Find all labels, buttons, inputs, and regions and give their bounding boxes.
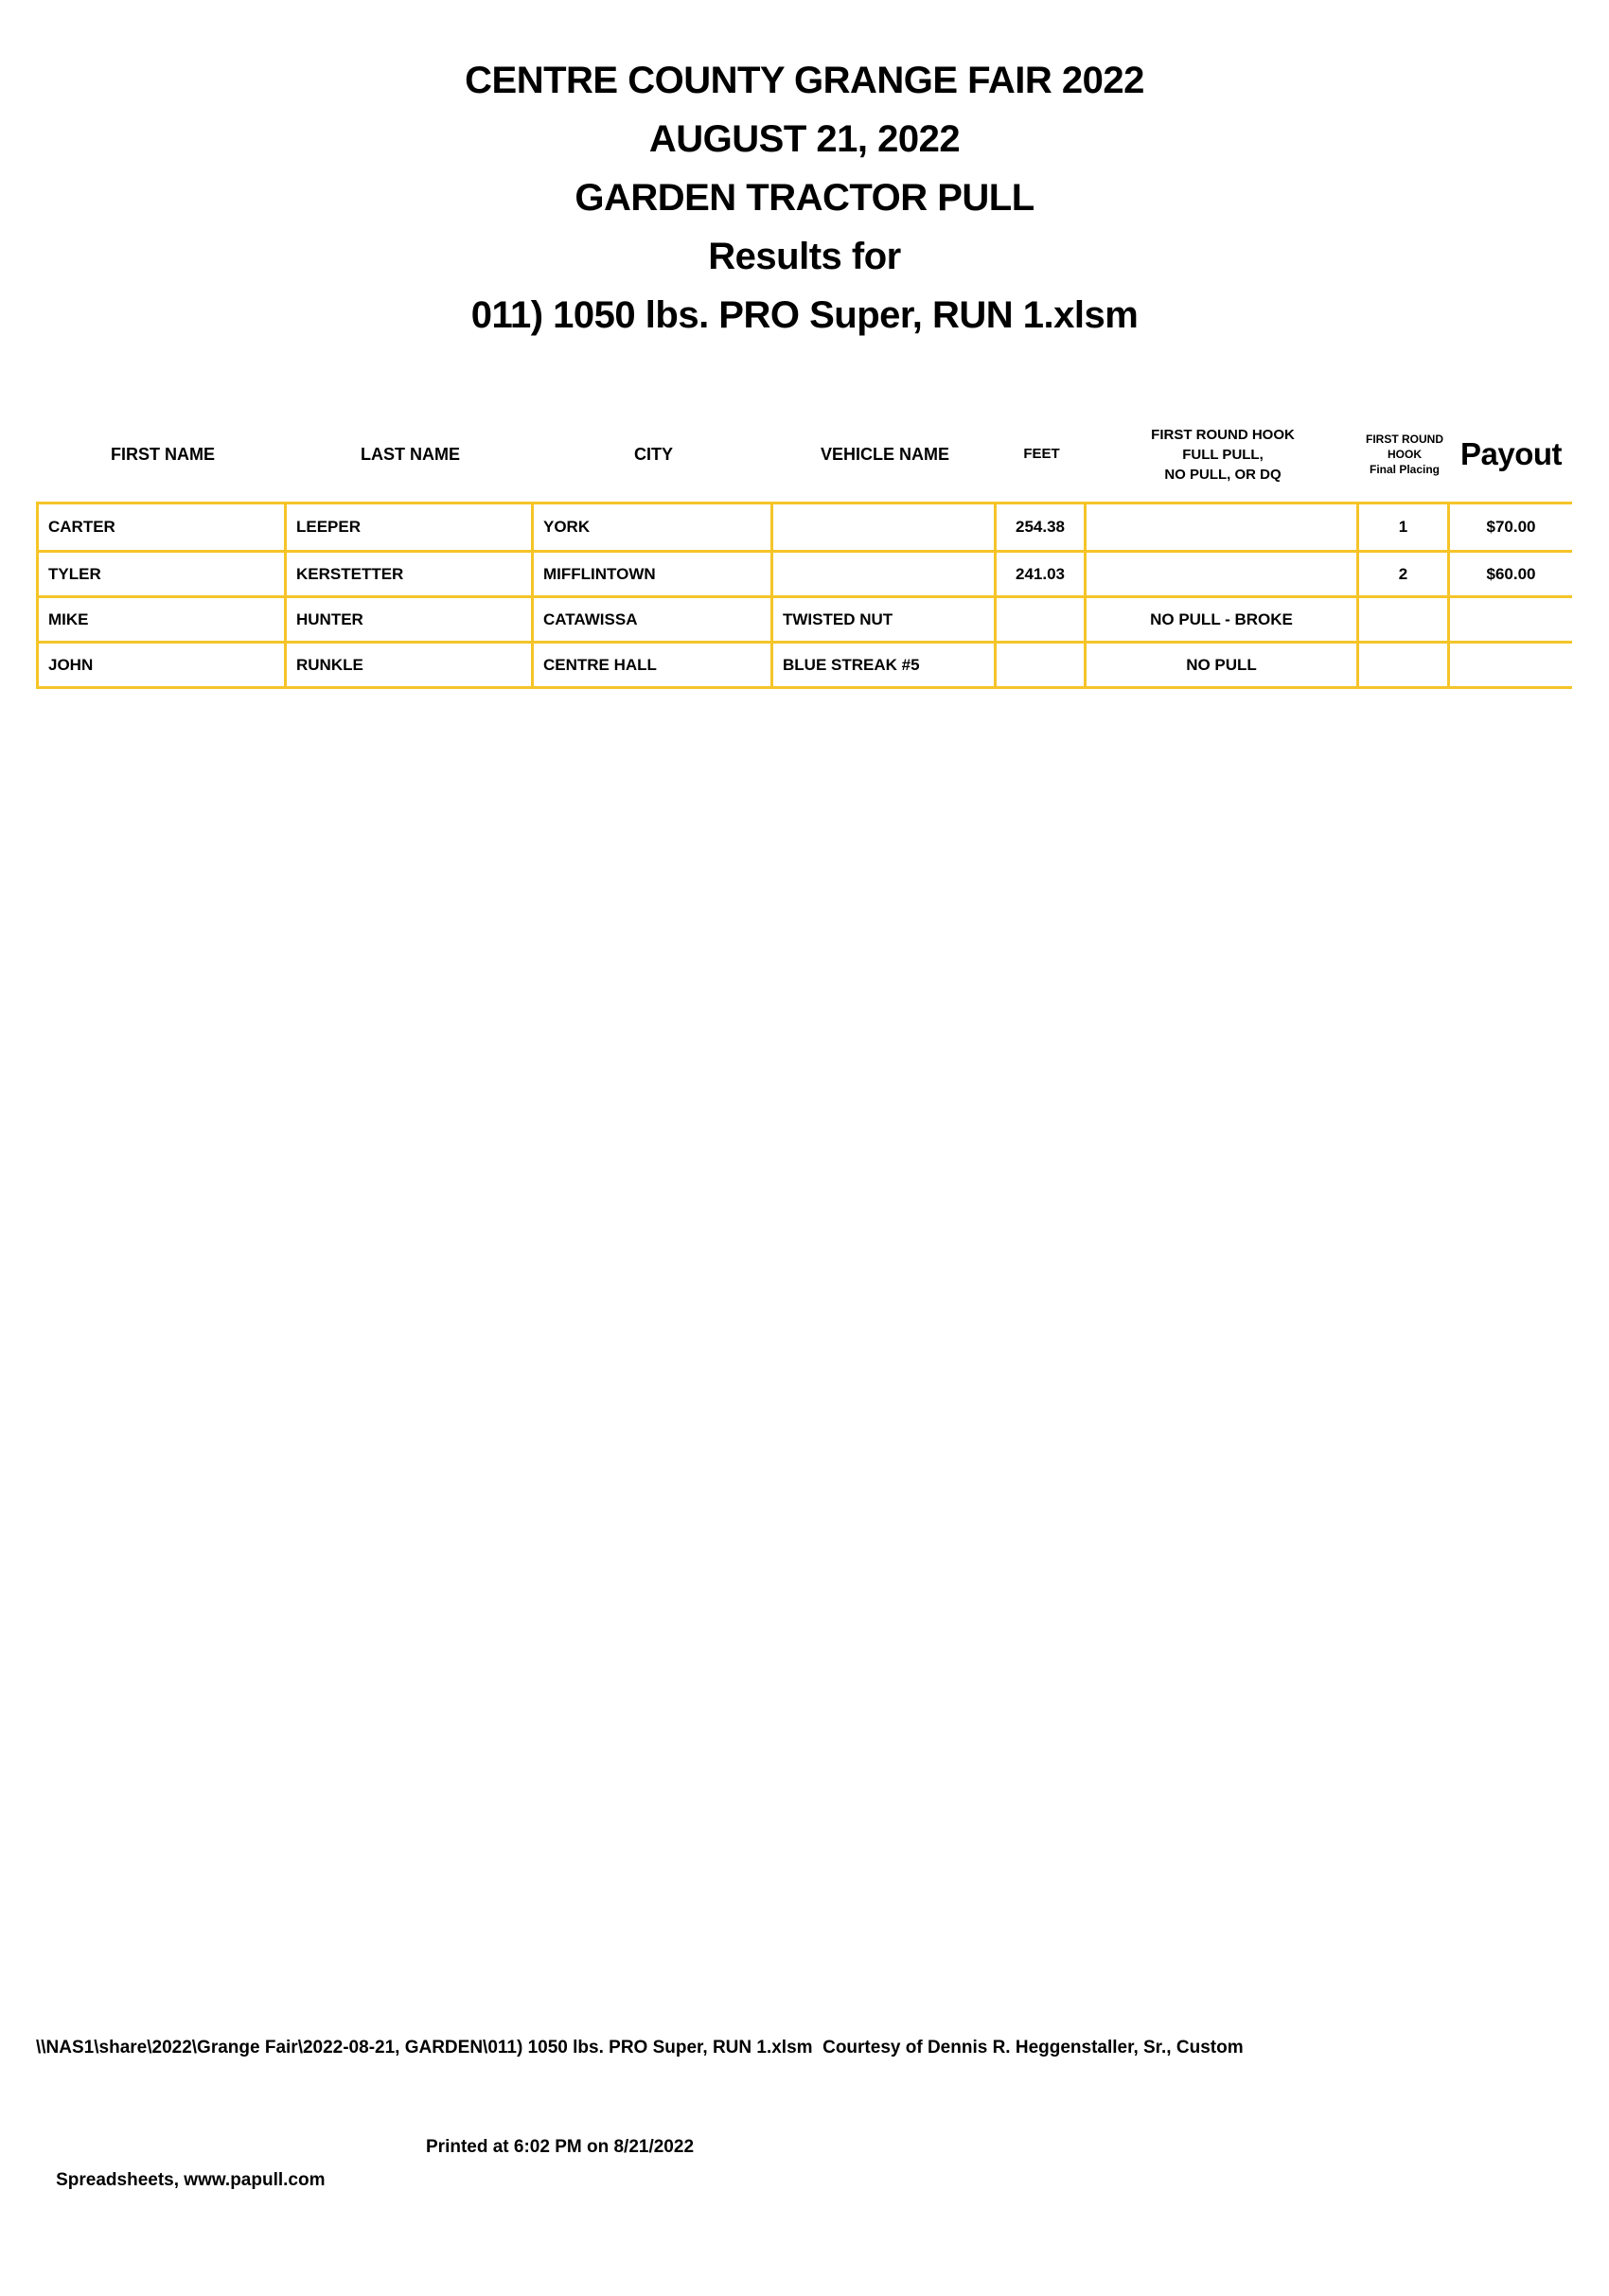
cell-hook-result: NO PULL - BROKE bbox=[1087, 598, 1359, 641]
column-header-feet: FEET bbox=[1023, 446, 1060, 462]
cell-last-name: HUNTER bbox=[287, 598, 534, 641]
page-title-block bbox=[0, 51, 1609, 344]
cell-payout bbox=[1450, 644, 1572, 686]
cell-vehicle-name bbox=[773, 504, 997, 550]
cell-final-placing: 1 bbox=[1359, 504, 1450, 550]
cell-last-name: RUNKLE bbox=[287, 644, 534, 686]
cell-final-placing bbox=[1359, 644, 1450, 686]
table-row bbox=[39, 641, 1572, 686]
cell-payout: $60.00 bbox=[1486, 564, 1536, 583]
placing-header-line: FIRST ROUND bbox=[1366, 433, 1443, 446]
column-header-city: CITY bbox=[633, 445, 673, 464]
column-header-vehicle-name: VEHICLE NAME bbox=[820, 445, 949, 464]
table-row bbox=[39, 504, 1572, 550]
column-header-first-round-hook bbox=[1087, 407, 1359, 502]
table-header-row bbox=[36, 407, 1572, 502]
title-class-file: 011) 1050 lbs. PRO Super, RUN 1.xlsm bbox=[470, 294, 1139, 336]
title-event: CENTRE COUNTY GRANGE FAIR 2022 bbox=[465, 60, 1144, 101]
hook-header-line: FULL PULL, bbox=[1182, 446, 1264, 463]
results-table bbox=[36, 407, 1572, 689]
cell-first-name: TYLER bbox=[39, 553, 287, 595]
column-header-final-placing bbox=[1359, 407, 1450, 502]
page-footer bbox=[36, 1965, 1569, 2296]
cell-payout bbox=[1450, 598, 1572, 641]
cell-final-placing bbox=[1359, 598, 1450, 641]
placing-header-line: Final Placing bbox=[1369, 463, 1440, 476]
column-header-payout: Payout bbox=[1459, 436, 1563, 471]
footer-file-path-line: \\NAS1\share\2022\Grange Fair\2022-08-21, GARDEN\011) 1050 lbs. PRO Super, RUN 1.xlsm Courtesy of Dennis R. Heggenstaller, Sr., Custom bbox=[36, 2038, 1244, 2058]
cell-feet: 241.03 bbox=[997, 553, 1087, 595]
cell-first-name: MIKE bbox=[39, 598, 287, 641]
table-row bbox=[39, 550, 1572, 595]
cell-first-name: CARTER bbox=[39, 504, 287, 550]
hook-header-line: FIRST ROUND HOOK bbox=[1151, 426, 1295, 443]
cell-hook-result bbox=[1087, 504, 1359, 550]
cell-city: CATAWISSA bbox=[534, 598, 773, 641]
cell-hook-result: NO PULL bbox=[1087, 644, 1359, 686]
column-header-last-name: LAST NAME bbox=[361, 445, 460, 464]
footer-spreadsheets-credit: Spreadsheets, www.papull.com bbox=[56, 2170, 326, 2190]
cell-last-name: KERSTETTER bbox=[287, 553, 534, 595]
footer-printed-timestamp: Printed at 6:02 PM on 8/21/2022 bbox=[426, 2137, 695, 2157]
cell-feet: 254.38 bbox=[997, 504, 1087, 550]
title-date: AUGUST 21, 2022 bbox=[648, 118, 961, 160]
hook-header-line: NO PULL, OR DQ bbox=[1164, 466, 1282, 483]
cell-vehicle-name bbox=[773, 553, 997, 595]
cell-payout: $70.00 bbox=[1486, 518, 1536, 536]
cell-vehicle-name: BLUE STREAK #5 bbox=[773, 644, 997, 686]
cell-city: MIFFLINTOWN bbox=[534, 553, 773, 595]
footer-second-line bbox=[36, 2130, 1569, 2263]
title-category: GARDEN TRACTOR PULL bbox=[575, 177, 1034, 219]
cell-hook-result bbox=[1087, 553, 1359, 595]
cell-city: CENTRE HALL bbox=[534, 644, 773, 686]
cell-city: YORK bbox=[534, 504, 773, 550]
cell-feet bbox=[997, 598, 1087, 641]
column-header-first-name: FIRST NAME bbox=[111, 445, 215, 464]
cell-first-name: JOHN bbox=[39, 644, 287, 686]
cell-last-name: LEEPER bbox=[287, 504, 534, 550]
placing-header-line: HOOK bbox=[1388, 448, 1422, 461]
title-results-for: Results for bbox=[708, 236, 901, 277]
table-row bbox=[39, 595, 1572, 641]
table-grid bbox=[36, 502, 1572, 689]
cell-final-placing: 2 bbox=[1359, 553, 1450, 595]
cell-feet bbox=[997, 644, 1087, 686]
cell-vehicle-name: TWISTED NUT bbox=[773, 598, 997, 641]
